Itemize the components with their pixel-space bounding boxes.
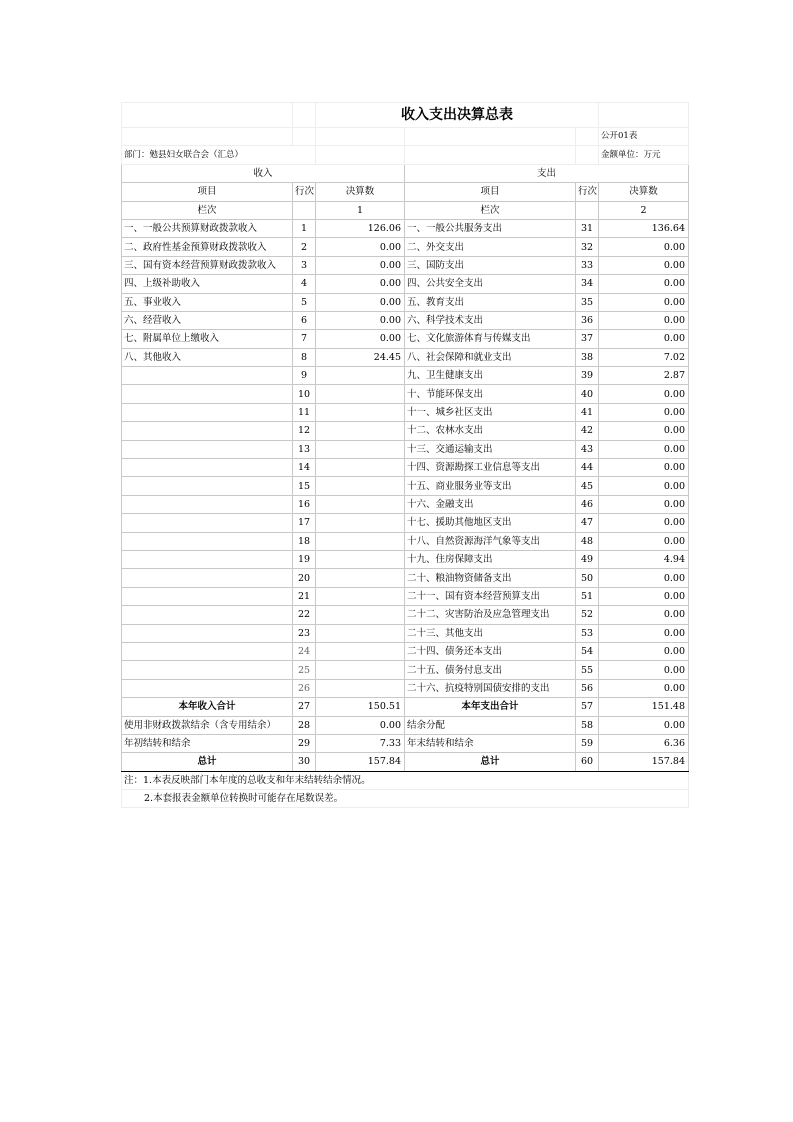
expense-item: 二、外交支出 (405, 238, 576, 256)
total-income-amount: 150.51 (316, 698, 405, 716)
income-item (122, 550, 293, 568)
table-row (122, 514, 689, 532)
expense-item: 十八、自然资源海洋气象等支出 (405, 532, 576, 550)
income-row-no: 2 (293, 238, 316, 256)
expense-row-no: 36 (576, 311, 599, 329)
table-row (122, 642, 689, 660)
grand-income-amount: 157.84 (316, 753, 405, 771)
department-label: 部门：勉县妇女联合会（汇总） (122, 146, 316, 164)
income-row-no: 14 (293, 459, 316, 477)
expense-row-no: 42 (576, 422, 599, 440)
expense-col-no: 2 (599, 201, 689, 219)
expense-row-no: 32 (576, 238, 599, 256)
table-row (122, 330, 689, 348)
table-row (122, 367, 689, 385)
income-row-no: 9 (293, 367, 316, 385)
income-item (122, 642, 293, 660)
expense-row-no: 59 (576, 734, 599, 752)
income-item: 年初结转和结余 (122, 734, 293, 752)
income-amount (316, 679, 405, 697)
income-item (122, 679, 293, 697)
table-row (122, 679, 689, 697)
expense-amount: 0.00 (599, 293, 689, 311)
income-row-no: 23 (293, 624, 316, 642)
expense-item: 四、公共安全支出 (405, 275, 576, 293)
form-code: 公开01表 (599, 128, 689, 146)
expense-row-no: 47 (576, 514, 599, 532)
total-income-label: 本年收入合计 (122, 698, 293, 716)
income-item (122, 459, 293, 477)
table-row (122, 256, 689, 274)
grand-total-row (122, 753, 689, 771)
income-amount: 0.00 (316, 275, 405, 293)
expense-item: 十、节能环保支出 (405, 385, 576, 403)
expense-row-no: 38 (576, 348, 599, 366)
expense-amount: 7.02 (599, 348, 689, 366)
expense-item: 十三、交通运输支出 (405, 440, 576, 458)
expense-header: 支出 (405, 164, 689, 182)
income-index-label: 栏次 (122, 201, 293, 219)
final-accounts-sheet (121, 102, 688, 808)
income-item (122, 403, 293, 421)
total-income-row-no: 27 (293, 698, 316, 716)
table-row (122, 311, 689, 329)
income-amount (316, 569, 405, 587)
expense-amount: 136.64 (599, 219, 689, 237)
table-row (122, 459, 689, 477)
income-header: 收入 (122, 164, 405, 182)
table-row (122, 348, 689, 366)
expense-amount-header: 决算数 (599, 183, 689, 201)
table-row (122, 661, 689, 679)
income-row-no: 12 (293, 422, 316, 440)
expense-item: 十四、资源勘探工业信息等支出 (405, 459, 576, 477)
income-row-no: 6 (293, 311, 316, 329)
income-item: 一、一般公共预算财政拨款收入 (122, 219, 293, 237)
expense-row-no: 56 (576, 679, 599, 697)
table-row (122, 734, 689, 752)
expense-amount: 0.00 (599, 624, 689, 642)
expense-row-no: 39 (576, 367, 599, 385)
income-row-no: 25 (293, 661, 316, 679)
expense-amount: 0.00 (599, 385, 689, 403)
expense-item: 二十一、国有资本经营预算支出 (405, 587, 576, 605)
grand-income-label: 总计 (122, 753, 293, 771)
expense-row-no: 58 (576, 716, 599, 734)
expense-amount: 4.94 (599, 550, 689, 568)
footnote-1: 注：1.本表反映部门本年度的总收支和年末结转结余情况。 (122, 771, 689, 789)
income-row-no: 29 (293, 734, 316, 752)
expense-row-no: 53 (576, 624, 599, 642)
income-item: 三、国有资本经营预算财政拨款收入 (122, 256, 293, 274)
income-amount (316, 495, 405, 513)
expense-item: 十一、城乡社区支出 (405, 403, 576, 421)
income-item: 二、政府性基金预算财政拨款收入 (122, 238, 293, 256)
income-row-no: 15 (293, 477, 316, 495)
table-row (122, 440, 689, 458)
income-item (122, 422, 293, 440)
table-row (122, 624, 689, 642)
grand-income-row-no: 30 (293, 753, 316, 771)
income-item (122, 385, 293, 403)
income-row-no: 26 (293, 679, 316, 697)
expense-amount: 0.00 (599, 275, 689, 293)
expense-row-header: 行次 (576, 183, 599, 201)
income-amount (316, 587, 405, 605)
expense-item: 一、一般公共服务支出 (405, 219, 576, 237)
expense-item: 十七、援助其他地区支出 (405, 514, 576, 532)
expense-row-no: 35 (576, 293, 599, 311)
income-item-header: 项目 (122, 183, 293, 201)
expense-row-no: 50 (576, 569, 599, 587)
expense-item: 二十二、灾害防治及应急管理支出 (405, 606, 576, 624)
income-row-no: 7 (293, 330, 316, 348)
expense-row-no: 37 (576, 330, 599, 348)
table-row (122, 275, 689, 293)
income-amount: 24.45 (316, 348, 405, 366)
income-item (122, 367, 293, 385)
expense-row-no: 54 (576, 642, 599, 660)
income-row-no: 11 (293, 403, 316, 421)
income-amount (316, 422, 405, 440)
grand-expense-row-no: 60 (576, 753, 599, 771)
income-item: 七、附属单位上缴收入 (122, 330, 293, 348)
expense-amount: 0.00 (599, 532, 689, 550)
expense-amount: 0.00 (599, 514, 689, 532)
income-amount-header: 决算数 (316, 183, 405, 201)
expense-row-no: 52 (576, 606, 599, 624)
expense-item: 二十三、其他支出 (405, 624, 576, 642)
income-amount (316, 477, 405, 495)
expense-item: 年末结转和结余 (405, 734, 576, 752)
expense-amount: 0.00 (599, 403, 689, 421)
table-row (122, 219, 689, 237)
income-amount (316, 459, 405, 477)
expense-item: 二十四、债务还本支出 (405, 642, 576, 660)
expense-row-no: 44 (576, 459, 599, 477)
income-row-no: 19 (293, 550, 316, 568)
expense-item: 九、卫生健康支出 (405, 367, 576, 385)
footnote-2: 2.本套报表金额单位转换时可能存在尾数误差。 (122, 790, 689, 808)
table-row (122, 422, 689, 440)
income-item: 五、事业收入 (122, 293, 293, 311)
table-row (122, 238, 689, 256)
income-row-no: 16 (293, 495, 316, 513)
income-amount (316, 642, 405, 660)
expense-row-no: 55 (576, 661, 599, 679)
expense-amount: 0.00 (599, 716, 689, 734)
income-item (122, 606, 293, 624)
expense-row-no: 34 (576, 275, 599, 293)
expense-amount: 0.00 (599, 459, 689, 477)
income-amount (316, 532, 405, 550)
income-item (122, 624, 293, 642)
income-row-no: 22 (293, 606, 316, 624)
income-amount: 0.00 (316, 293, 405, 311)
expense-amount: 0.00 (599, 661, 689, 679)
table-row (122, 495, 689, 513)
income-row-no: 24 (293, 642, 316, 660)
income-amount: 0.00 (316, 256, 405, 274)
table-row (122, 403, 689, 421)
income-row-header: 行次 (293, 183, 316, 201)
total-expense-amount: 151.48 (599, 698, 689, 716)
expense-amount: 0.00 (599, 256, 689, 274)
income-amount (316, 624, 405, 642)
expense-row-no: 51 (576, 587, 599, 605)
expense-item-header: 项目 (405, 183, 576, 201)
income-item (122, 514, 293, 532)
income-item: 六、经营收入 (122, 311, 293, 329)
income-amount (316, 440, 405, 458)
income-row-no: 8 (293, 348, 316, 366)
income-row-no: 17 (293, 514, 316, 532)
income-item (122, 569, 293, 587)
expense-amount: 0.00 (599, 495, 689, 513)
table-row (122, 606, 689, 624)
income-amount (316, 385, 405, 403)
expense-amount: 2.87 (599, 367, 689, 385)
expense-amount: 0.00 (599, 642, 689, 660)
expense-row-no: 33 (576, 256, 599, 274)
income-row-no: 5 (293, 293, 316, 311)
income-row-no: 13 (293, 440, 316, 458)
table-row (122, 532, 689, 550)
income-row-no: 20 (293, 569, 316, 587)
income-item: 八、其他收入 (122, 348, 293, 366)
table-row (122, 477, 689, 495)
income-amount (316, 550, 405, 568)
expense-item: 八、社会保障和就业支出 (405, 348, 576, 366)
expense-item: 二十五、债务付息支出 (405, 661, 576, 679)
income-amount (316, 403, 405, 421)
page-title: 收入支出决算总表 (316, 103, 599, 128)
income-item: 四、上级补助收入 (122, 275, 293, 293)
expense-item: 十二、农林水支出 (405, 422, 576, 440)
expense-amount: 0.00 (599, 440, 689, 458)
table-row (122, 550, 689, 568)
income-amount: 0.00 (316, 330, 405, 348)
income-row-no: 3 (293, 256, 316, 274)
expense-row-no: 48 (576, 532, 599, 550)
income-amount: 0.00 (316, 311, 405, 329)
grand-expense-amount: 157.84 (599, 753, 689, 771)
income-item (122, 587, 293, 605)
total-row (122, 698, 689, 716)
income-amount (316, 606, 405, 624)
unit-label: 金额单位：万元 (599, 146, 689, 164)
expense-item: 三、国防支出 (405, 256, 576, 274)
expense-amount: 0.00 (599, 477, 689, 495)
income-amount: 126.06 (316, 219, 405, 237)
expense-row-no: 40 (576, 385, 599, 403)
income-item (122, 477, 293, 495)
expense-item: 结余分配 (405, 716, 576, 734)
expense-amount: 0.00 (599, 238, 689, 256)
expense-item: 二十、粮油物资储备支出 (405, 569, 576, 587)
expense-item: 十九、住房保障支出 (405, 550, 576, 568)
table-row (122, 587, 689, 605)
total-expense-label: 本年支出合计 (405, 698, 576, 716)
expense-amount: 0.00 (599, 587, 689, 605)
expense-item: 十六、金融支出 (405, 495, 576, 513)
income-row-no: 28 (293, 716, 316, 734)
table-row (122, 716, 689, 734)
income-expense-table (121, 102, 689, 808)
income-amount: 0.00 (316, 238, 405, 256)
expense-row-no: 46 (576, 495, 599, 513)
expense-amount: 6.36 (599, 734, 689, 752)
income-amount (316, 367, 405, 385)
income-row-no: 18 (293, 532, 316, 550)
income-row-no: 21 (293, 587, 316, 605)
expense-amount: 0.00 (599, 606, 689, 624)
income-row-no: 4 (293, 275, 316, 293)
income-row-no: 1 (293, 219, 316, 237)
income-amount (316, 514, 405, 532)
expense-amount: 0.00 (599, 311, 689, 329)
expense-row-no: 43 (576, 440, 599, 458)
income-item (122, 440, 293, 458)
expense-row-no: 31 (576, 219, 599, 237)
expense-item: 七、文化旅游体育与传媒支出 (405, 330, 576, 348)
income-amount (316, 661, 405, 679)
income-row-no: 10 (293, 385, 316, 403)
expense-item: 六、科学技术支出 (405, 311, 576, 329)
expense-item: 五、教育支出 (405, 293, 576, 311)
table-row (122, 569, 689, 587)
income-amount: 0.00 (316, 716, 405, 734)
expense-row-no: 45 (576, 477, 599, 495)
expense-amount: 0.00 (599, 679, 689, 697)
table-row (122, 293, 689, 311)
expense-row-no: 41 (576, 403, 599, 421)
expense-index-label: 栏次 (405, 201, 576, 219)
income-item (122, 532, 293, 550)
total-expense-row-no: 57 (576, 698, 599, 716)
income-item (122, 495, 293, 513)
expense-amount: 0.00 (599, 569, 689, 587)
income-item: 使用非财政拨款结余（含专用结余） (122, 716, 293, 734)
income-amount: 7.33 (316, 734, 405, 752)
table-row (122, 385, 689, 403)
income-col-no: 1 (316, 201, 405, 219)
expense-item: 十五、商业服务业等支出 (405, 477, 576, 495)
expense-amount: 0.00 (599, 330, 689, 348)
expense-row-no: 49 (576, 550, 599, 568)
grand-expense-label: 总计 (405, 753, 576, 771)
expense-amount: 0.00 (599, 422, 689, 440)
expense-item: 二十六、抗疫特别国债安排的支出 (405, 679, 576, 697)
income-item (122, 661, 293, 679)
